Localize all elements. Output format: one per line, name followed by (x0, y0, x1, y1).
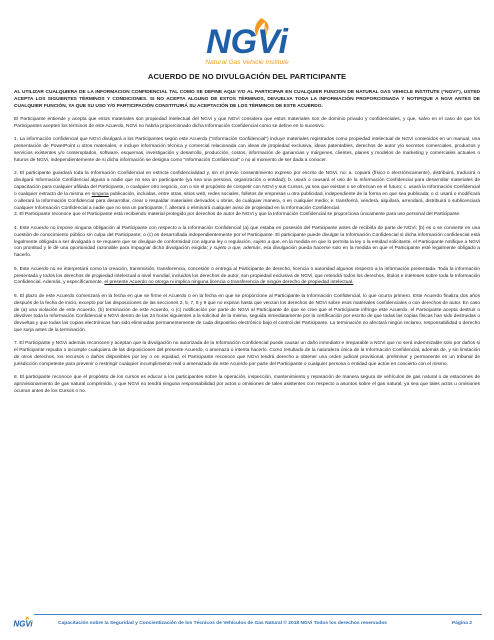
clause-7: 7. El Participante y NGVi además reconocen y aceptan que la divulgación no autorizada de la Información Confidencial puede causar un daño inmediato e irreparable a NGVi que no será indemnizable solo por daños si el Participante repudia o incumple cualquiera de las disposiciones del presente Acuerdo, o amenaza o intenta hacerlo. Como resultado de la naturaleza única de la Información Confidencial, además de, y sin limitación de otros derechos, los recursos o daños disponibles por ley o en equidad, el Participante reconoce que NGVi tendrá derecho a obtener una orden judicial provisional, preliminar y permanente en un tribunal de jurisdicción competente para prevenir o restringir cualquier incumplimiento real o amenazado de este Acuerdo por parte del Participante o cualquier persona o entidad que actúe en concierto con el mismo. (14, 341, 480, 367)
footer-divider (34, 614, 482, 615)
footer-logo-wordmark: NGVi (13, 619, 33, 628)
clause-4-italic-2: y sujeto a que, además (209, 246, 261, 252)
clause-3: 3. El Participante reconoce que el Participante está recibiendo material protegido por derechos de autor de NGVi y que la Información Confidencial se proporciona únicamente para uso personal del Participante. (14, 212, 461, 218)
clause-4 (14, 226, 480, 260)
page-number: Página 2 (451, 621, 472, 626)
footer-text: Capacitación sobre la Seguridad y Concientización de los Técnicos de Vehículos de Gas Natural © 2018 NGVi Todos los derechos reservados (58, 621, 388, 626)
clause-4-text-b: , en la medida en que lo permita la ley o la entidad solicitante, el Participante notifique a NGVi con prontitud y le dé una oportunidad razonable para impugnar dicha divulgación exigida; (14, 239, 480, 252)
ngvi-logo (0, 14, 494, 70)
clause-5 (14, 267, 480, 288)
clause-5-text: 5. Este Acuerdo no se interpretará como la creación, transmisión, transferencia, concesión o entrega al Participante de derecho, licencia o autoridad algunos respecto a la información presentada. Toda la información presentada y todos los derechos de propiedad intelectual a nivel mundial, incluidos los derechos de autor, son propiedad exclusiva de NGVi, que retendrá todos los derechos, títulos e intereses sobre toda la Información Confidencial. Además, y específicamente, (14, 266, 480, 286)
clause-2-underlined: ninguna (91, 191, 109, 197)
intro-paragraph: El Participante entiende y acepta que estos materiales son propiedad intelectual del NGVi y que NGVi considera que estos materiales son de dominio privado y confidenciales, y que, salvo en el caso de que los Participantes acepten los términos de este Acuerdo, NGVi no habría proporcionado dicha Información Confidencial como se define en lo sucesivo. (14, 117, 480, 129)
clause-6: 6. El plazo de este Acuerdo comenzará en la fecha en que se firme el Acuerdo o en la fecha en que se proporcione al Participante la Información Confidencial, lo que ocurra primero. Este Acuerdo finaliza dos años después de la fecha de inicio, excepto por las disposiciones de las secciones 2, 5, 7, 8 y 9 que no expiran hasta que venzan los derechos de NGVi sobre esos materiales confidenciales o con derechos de autor. En caso de (a) una violación de este Acuerdo, (b) terminación de este Acuerdo, o (c) notificación por parte de NGVi al Participante de que se cree que el Participante infringe este Acuerdo, el Participante acepta destruir o devolver toda la Información Confidencial a NGVi dentro de las 24 horas siguientes a la solicitud de la misma, seguida inmediatamente por la certificación por escrito de que todas las copias físicas han sido destruidas o devueltas y que todas las copias electrónicas han sido eliminadas permanentemente de cada dispositivo electrónico bajo el control del Participante. La terminación no afectará ningún reclamo, responsabilidad o derecho que surja antes de la terminación. (14, 293, 480, 334)
intro-bold-paragraph: AL UTILIZAR CUALQUIERA DE LA INFORMACIÓN CONFIDENCIAL TAL COMO SE DEFINE AQUÍ Y/O AL PARTICIPAR EN CUALQUIER FUNCIÓN DE NATURAL GAS VEHICLE INSTITUTE ("NGVI"), USTED ACEPTA LOS SIGUIENTES TÉRMINOS Y CONDICIONES. SI NO ACEPTA ALGUNO DE ESTOS TÉRMINOS, DEVUELVA TODA LA INFORMACIÓN PROPORCIONADA Y NOTIFIQUE A NGVI ANTES DE CUALQUIER FUNCIÓN, YA QUE SU USO Y/O PARTICIPACIÓN CONSTITUIRÁ SU ACEPTACIÓN DE LOS TÉRMINOS DE ESTE ACUERDO. (14, 90, 480, 109)
agreement-body (14, 90, 480, 606)
clause-1: 1. La información confidencial que NGVi divulgará a los Participantes según este Acuerdo ("Información Confidencial") incluye materiales registrados como propiedad intelectual de NGVi contenidos en un manual, una presentación de PowerPoint u otros materiales, e incluye información técnica y comercial relacionada con ideas de propiedad exclusiva, ideas patentables, derechos de autor y/o secretos comerciales, productos y servicios existentes y/o contemplados, software, esquemas, investigación y desarrollo, producción, costos, información de ganancias y márgenes, clientes, planes y modelos de marketing y comerciales actuales o futuros de NGVi, independientemente de si dicha información se designa como "Información Confidencial" o no al momento de ser dada a conocer. (14, 137, 480, 163)
clause-4-text-c: , esa divulgación pueda hacerse solo en la medida en que el Participante esté legalmente obligado a hacerlo. (14, 246, 480, 259)
page-title: ACUERDO DE NO DIVULGACIÓN DEL PARTICIPANTE (147, 72, 347, 81)
clause-4-italic-1: sujeto a que (253, 239, 280, 245)
logo-tagline: Natural Gas Vehicle Institute (205, 59, 289, 66)
clause-2-text-a: 2. El participante guardará toda la Información Confidencial en estricta confidencialidad y, sin el previo consentimiento expreso por escrito de NGVi, no: a. copiará (físico o electrónicamente), distribuirá, traducirá o divulgará Información Confidencial alguna a nadie que no sea un participante (ya sea una persona, organización o entidad); b. usará o causará el uso de la Información Confidencial para desarrollar materiales de capacitación para cualquier afiliada del Participante, o cualquier otro negocio, con o sin el propósito de competir con NGVi y sus Cursos, ya sea que existan o se ofrezcan en el futuro; c. usará la Información Confidencial o cualquier extracto de la misma en (14, 171, 480, 197)
clause-2 (14, 171, 480, 212)
clause-4-text-a: 4. Este Acuerdo no impone ninguna obligación al Participante con respecto a la Información Confidencial (a) que estaba en posesión del Participante antes de recibirla de parte de NGVi; (b) es o se convierte en una cuestión de conocimiento público sin culpa del Participante; o (c) es desarrollada independientemente por el Participante. El participante puede divulgar la Información Confidencial si dicha información confidencial está legalmente obligada a ser divulgada o se requiere que se divulgue de conformidad con alguna ley o regulación, (14, 225, 480, 245)
clause-5-underlined: el presente Acuerdo no otorga ni implica ninguna licencia o transferencia de ningún derecho de propiedad intelectual. (104, 280, 354, 286)
logo-wordmark: NGVi (206, 23, 288, 61)
clause-2-text-b: publicación, incluidas, entre otras, sitios web, redes sociales, folletos de empresas u otra publicidad, independiente de la forma en que sea publicada; o d. usará o modificará o alterará la Información Confidencial para desarrollar, crear o respaldar materiales derivados u obras, de cualquier manera, o en cualquier medio; e. transferirá, venderá, alquilará, arrendará, distribuirá o sublicenciará cualquier Información Confidencial a nadie que no sea un participante; f. alterará o eliminará cualquier aviso de propiedad en la Información Confidencial. (14, 191, 480, 211)
page-footer (12, 614, 482, 630)
footer-ngvi-logo (12, 616, 34, 628)
clause-8: 8. El participante reconoce que el propósito de los cursos es educar a los participantes sobre la operación, inspección, mantenimiento y reparación de manera segura de vehículos de gas natural o de estaciones de aprovisionamiento de gas natural comprimido, y que NGVi no tendrá ninguna responsabilidad por actos u omisiones de tales asistentes con respecto a asuntos sobre el gas natural, ya sea que tales actos u omisiones ocurran antes de los Cursos o no. (14, 375, 480, 395)
